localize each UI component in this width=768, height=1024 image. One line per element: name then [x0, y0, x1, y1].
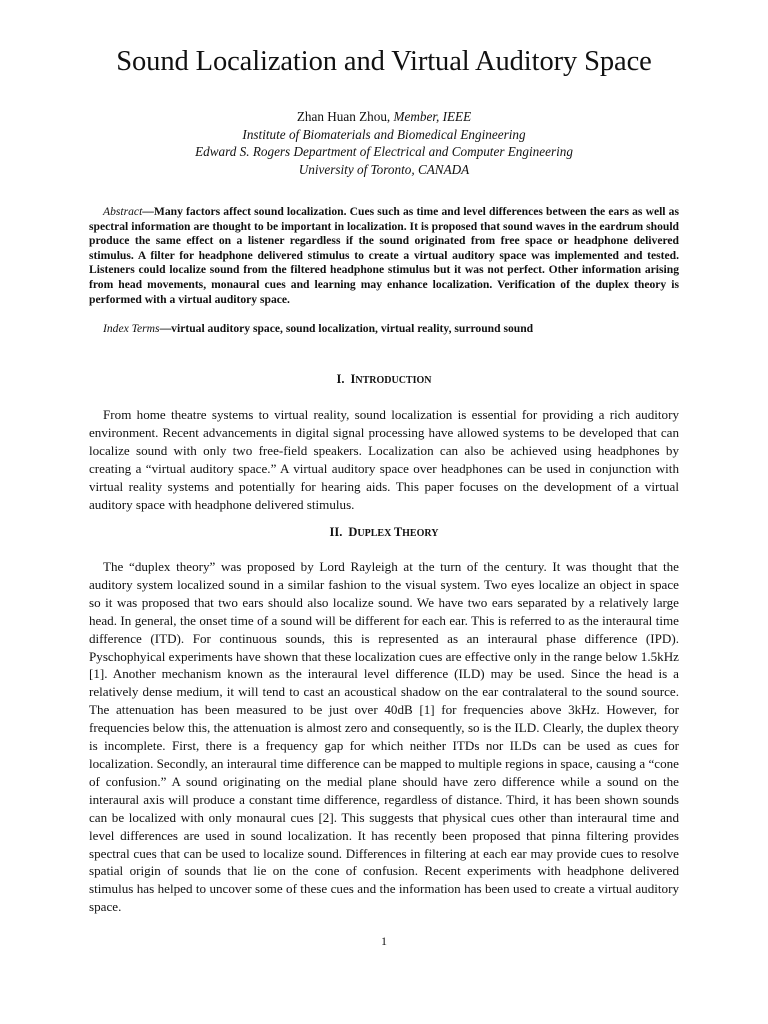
- page-number: 1: [381, 934, 387, 948]
- abstract: [89, 205, 679, 307]
- section-title-initial-2: T: [393, 525, 403, 539]
- author-line: [0, 108, 768, 126]
- index-terms: [89, 322, 679, 337]
- section-title-initial: I: [350, 372, 356, 386]
- section-title-rest-2: HEORY: [402, 528, 439, 539]
- author-block: [0, 108, 768, 178]
- duplex-theory-paragraph: The “duplex theory” was proposed by Lord Rayleigh at the turn of the century. It was thought that the auditory system localized sound in a similar fashion to the visual system. Two eyes localize an object in space so it was proposed that two ears should also localize sound. We have two ears separated by a relatively large head. In general, the onset time of a sound will be different for each ear. This is referred to as the interaural time difference (ITD). For continuous sounds, this is represented as an interaural phase difference (IPD). Pyschophyical experiments have shown that these localization cues are effective only in the range below 1.5kHz [1]. Another mechanism known as the interaural level difference (ILD) may be used. Since the head is a relatively dense medium, it will tend to cast an acoustical shadow on the ear contralateral to the sound source. The attenuation has been measured to be just over 40dB [1] for frequencies above 3kHz. However, for frequencies below this, the attenuation is almost zero and consequently, so is the ILD. Clearly, the duplex theory is incomplete. First, there is a frequency gap for which neither ITDs nor ILDs can be used as cues for localization. Secondly, an interaural time difference can be mapped to multiple regions in space, causing a “cone of confusion.” A sound originating on the medial plane should have zero difference while a sound on the interaural axis will produce a constant time difference, regardless of distance. Third, it has been shown sounds can be localized with only monaural cues [2]. This suggests that physical cues other than interaural time and level differences are used in sound localization. It has recently been proposed that pinna filtering provides spectral cues that can be used to localize sound. Differences in filtering at each ear may provide cues to resolve spatial origin of sounds that lie on the cone of confusion. Recent experiments with headphone delivered stimulus has helped to uncover some of these cues and the information has been used to create a virtual auditory space.: [89, 559, 679, 915]
- section-number: I.: [336, 372, 345, 386]
- affiliation-institute: Institute of Biomaterials and Biomedical Engineering: [242, 126, 526, 142]
- section-heading-introduction: [0, 371, 768, 389]
- index-terms-text: virtual auditory space, sound localization, virtual reality, surround sound: [171, 322, 534, 335]
- abstract-label: Abstract: [103, 205, 143, 218]
- author-role: Member, IEEE: [393, 109, 472, 124]
- introduction-paragraph: From home theatre systems to virtual reality, sound localization is essential for providing a rich auditory environment. Recent advancements in digital signal processing have allowed systems to be developed that can localize sound with only two free-field speakers. Localization can also be achieved using headphones by creating a “virtual auditory space.” A virtual auditory space over headphones can be used in conjunction with virtual reality systems and potentially for hearing aids. This paper focuses on the development of a virtual auditory space with headphone delivered stimulus.: [89, 407, 679, 512]
- section-title-initial: D: [348, 525, 358, 539]
- abstract-dash: —: [142, 205, 154, 218]
- section-number: II.: [329, 525, 343, 539]
- index-terms-label: Index Terms: [103, 322, 160, 335]
- section-title-rest: UPLEX: [357, 528, 394, 539]
- author-name: Zhan Huan Zhou,: [296, 109, 391, 124]
- abstract-text: Many factors affect sound localization. Cues such as time and level differences between the ears as well as spectral information are thought to be important in localization. It is proposed that sound waves in the eardrum should produce the same effect on a listener regardless if the sound originated from free space or headphone delivered stimulus. A filter for headphone delivered stimulus to create a virtual auditory space was implemented and tested. Listeners could localize sound from the filtered headphone stimulus but it was not perfect. Other information arising from head movements, monaural cues and learning may enhance localization. Verification of the duplex theory is performed with a virtual auditory space.: [89, 205, 679, 306]
- affiliation-university: University of Toronto, CANADA: [298, 161, 470, 177]
- affiliation-department: Edward S. Rogers Department of Electrical and Computer Engineering: [195, 144, 573, 159]
- section-heading-duplex-theory: [0, 524, 768, 542]
- index-terms-dash: —: [159, 322, 172, 335]
- section-title-rest: NTRODUCTION: [355, 375, 432, 386]
- paper-title: Sound Localization and Virtual Auditory Space: [116, 46, 652, 77]
